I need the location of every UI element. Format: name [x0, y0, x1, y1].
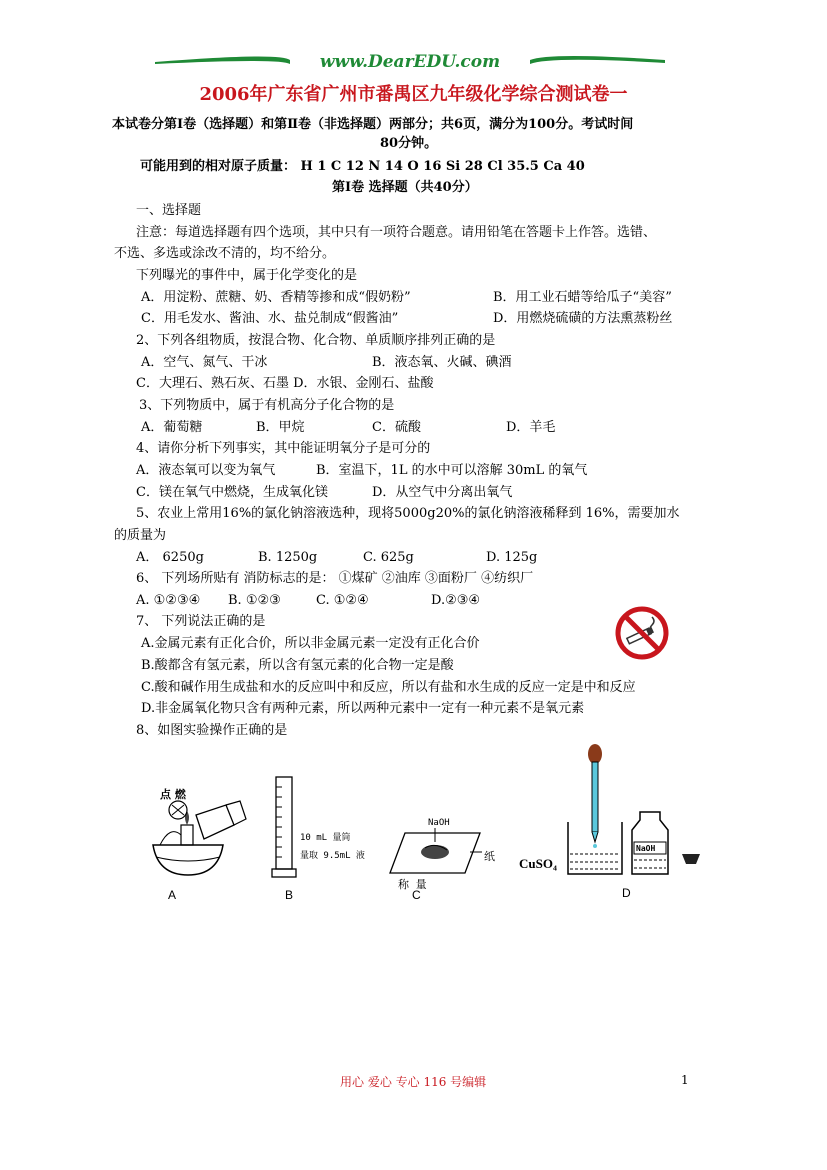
fig-b-letter: B [285, 888, 294, 902]
atomic-mass: 可能用到的相对原子质量： H 1 C 12 N 14 O 16 Si 28 Cl 35.5 Ca 40 [140, 159, 585, 174]
q3-stem: 3、下列物质中，属于有机高分子化合物的是 [139, 398, 395, 413]
q4-option-a: A．液态氧可以变为氧气 [136, 463, 276, 478]
q5-option-d: D. 125g [486, 550, 538, 565]
fig-d-cuso4: CuSO₄ [519, 856, 557, 871]
q7-stem: 7、 下列说法正确的是 [136, 614, 266, 629]
q3-option-c: C．硫酸 [372, 420, 421, 435]
q4-option-c: C．镁在氧气中燃烧，生成氧化镁 [136, 485, 328, 500]
q6-stem: 6、 下列场所贴有 消防标志的是： ①煤矿 ②油库 ③面粉厂 ④纺织厂 [136, 571, 534, 586]
intro-line2: 80分钟。 [380, 136, 438, 151]
note-line2: 不选、多选或涂改不清的，均不给分。 [114, 246, 336, 261]
logo-text: www.DearEDU.com [319, 52, 501, 72]
fig-a-label: 点 燃 [160, 788, 186, 801]
part1-heading: 第Ⅰ卷 选择题（共40分） [332, 180, 478, 195]
q4-option-b: B．室温下，1L 的水中可以溶解 30mL 的氧气 [316, 463, 588, 478]
q3-option-d: D．羊毛 [506, 420, 556, 435]
q3-option-a: A．葡萄糖 [141, 420, 203, 435]
q5-option-c: C. 625g [363, 550, 414, 565]
fig-c-caption: 称 量 [398, 878, 427, 891]
fig-b-text2: 量取 9.5mL 液 [300, 851, 365, 861]
q7-option-b: B.酸都含有氢元素，所以含有氢元素的化合物一定是酸 [141, 658, 454, 673]
q7-option-c: C.酸和碱作用生成盐和水的反应叫中和反应，所以有盐和水生成的反应一定是中和反应 [141, 680, 636, 695]
fig-a-lamp-drawing [148, 795, 253, 880]
fig-d-naoh: NaOH [636, 844, 656, 853]
q1-option-a: A．用淀粉、蔗糖、奶、香精等掺和成“假奶粉” [141, 290, 411, 305]
q4-stem: 4、请你分析下列事实，其中能证明氧分子是可分的 [136, 441, 431, 456]
q5-stem: 5、农业上常用16%的氯化钠溶液选种，现将5000g20%的氯化钠溶液稀释到 16%，需要加水 [136, 506, 680, 521]
q8-stem: 8、如图实验操作正确的是 [136, 723, 288, 738]
q7-option-a: A.金属元素有正化合价，所以非金属元素一定没有正化合价 [141, 636, 480, 651]
q3-option-b: B．甲烷 [256, 420, 305, 435]
fig-d-letter: D [622, 886, 631, 900]
q6-option-c: C. ①②④ [316, 593, 369, 608]
q6-option-d: D.②③④ [431, 593, 481, 608]
section-heading: 一、选择题 [136, 203, 202, 218]
fig-b-cylinder-drawing [270, 775, 300, 880]
fig-c-weighing-drawing [385, 828, 485, 876]
fig-c-naoh: NaOH [428, 818, 450, 828]
q2-option-cd: C．大理石、熟石灰、石墨 D．水银、金刚石、盐酸 [136, 376, 434, 391]
fig-c-letter: C [412, 888, 421, 902]
no-smoking-icon [614, 605, 670, 661]
q6-option-b: B. ①②③ [228, 593, 281, 608]
fig-c-paper: 纸 [484, 850, 495, 863]
note-line1: 注意：每道选择题有四个选项，其中只有一项符合题意。请用铅笔在答题卡上作答。选错、 [136, 225, 657, 240]
fig-d-dropper-drawing [560, 742, 710, 880]
intro-line1: 本试卷分第Ⅰ卷（选择题）和第Ⅱ卷（非选择题）两部分；共6页，满分为100分。考试时间 [112, 117, 634, 132]
q2-option-b: B．液态氧、火碱、碘酒 [372, 355, 512, 370]
page-number: 1 [681, 1073, 689, 1087]
q1-option-c: C．用毛发水、酱油、水、盐兑制成“假酱油” [141, 311, 399, 326]
q5-option-b: B. 1250g [258, 550, 318, 565]
q5-stem-cont: 的质量为 [114, 528, 167, 543]
q7-option-d: D.非金属氧化物只含有两种元素，所以两种元素中一定有一种元素不是氧元素 [141, 701, 585, 716]
q5-option-a: A． 6250g [136, 550, 204, 565]
page-title: 2006年广东省广州市番禺区九年级化学综合测试卷一 [199, 84, 628, 105]
footer-text: 用心 爱心 专心 116 号编辑 [340, 1075, 487, 1089]
q6-option-a: A. ①②③④ [136, 593, 201, 608]
q1-option-b: B．用工业石蜡等给瓜子“美容” [493, 290, 672, 305]
q2-stem: 2、下列各组物质，按混合物、化合物、单质顺序排列正确的是 [136, 333, 496, 348]
fig-a-letter: A [168, 888, 177, 902]
q1-option-d: D．用燃烧硫磺的方法熏蒸粉丝 [493, 311, 673, 326]
q2-option-a: A．空气、氮气、干冰 [141, 355, 268, 370]
q4-option-d: D．从空气中分离出氧气 [372, 485, 513, 500]
fig-b-text1: 10 mL 量筒 [300, 833, 351, 843]
q1-stem: 下列曝光的事件中，属于化学变化的是 [136, 268, 358, 283]
